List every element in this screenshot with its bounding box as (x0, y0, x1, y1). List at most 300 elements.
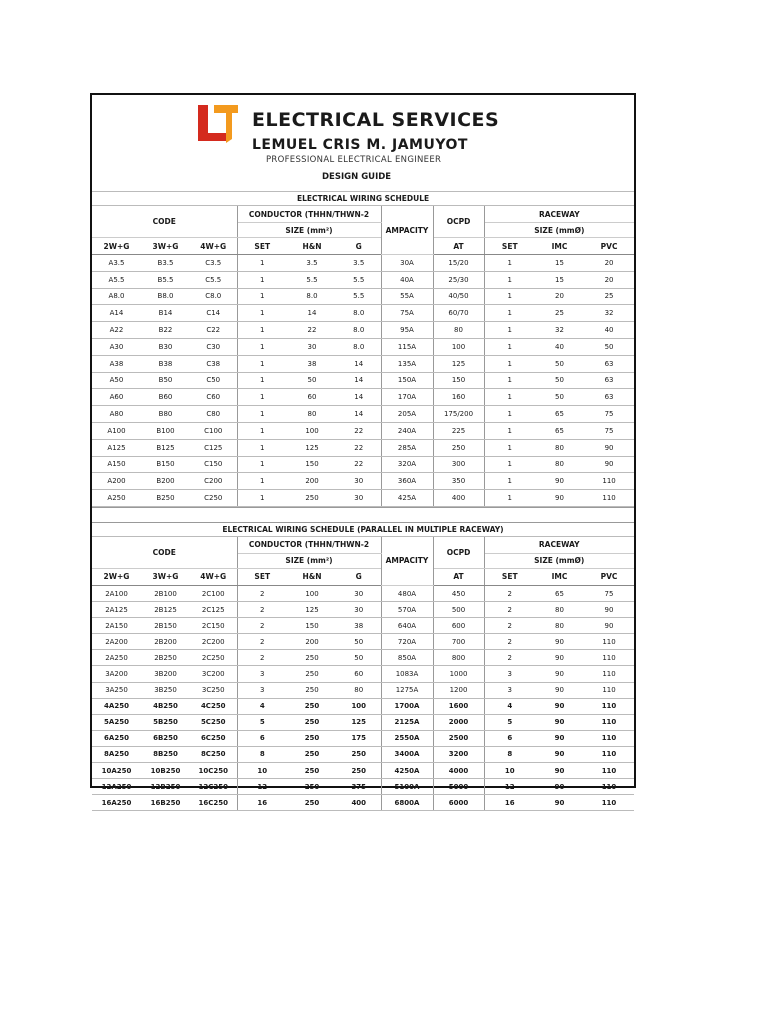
table-cell: 63 (584, 372, 634, 389)
table1-col-g: G (337, 238, 381, 255)
table-row (92, 602, 634, 618)
table-cell: 2 (237, 618, 287, 634)
table-cell: 40 (584, 322, 634, 339)
table-cell: 6A250 (92, 730, 141, 746)
table-cell: 700 (433, 634, 484, 650)
table2-caption: ELECTRICAL WIRING SCHEDULE (PARALLEL IN MULTIPLE RACEWAY) (92, 523, 634, 537)
table1-col-set: SET (237, 238, 287, 255)
table-cell: 1 (237, 439, 287, 456)
table-cell: 425A (381, 490, 433, 507)
table-cell: B60 (141, 389, 190, 406)
table-cell: B22 (141, 322, 190, 339)
table-cell: 110 (584, 682, 634, 698)
table-cell: 15 (535, 255, 584, 272)
table-cell: 3 (237, 682, 287, 698)
table-cell: 1 (484, 422, 535, 439)
table-cell: 175/200 (433, 406, 484, 423)
table-cell: 1 (484, 456, 535, 473)
table-cell: 40 (535, 338, 584, 355)
table-cell: 125 (433, 355, 484, 372)
table-cell: 110 (584, 473, 634, 490)
table-cell: 1 (484, 322, 535, 339)
table-cell: 80 (535, 456, 584, 473)
table2-col-3wg: 3W+G (141, 568, 190, 585)
table-cell: 400 (337, 795, 381, 811)
table-cell: 110 (584, 714, 634, 730)
table-cell: C38 (190, 355, 237, 372)
design-guide-sheet (90, 93, 636, 807)
table-cell: 1 (484, 439, 535, 456)
table-row (92, 714, 634, 730)
table-cell: 5B250 (141, 714, 190, 730)
table-cell: 8.0 (287, 288, 337, 305)
table-cell: B125 (141, 439, 190, 456)
table-row (92, 288, 634, 305)
table-cell: A100 (92, 422, 141, 439)
table-cell: 60 (337, 666, 381, 682)
table-cell: 110 (584, 666, 634, 682)
table-row (92, 779, 634, 795)
table-cell: 250 (287, 746, 337, 762)
table-cell: 20 (584, 271, 634, 288)
table-cell: 4C250 (190, 698, 237, 714)
table-cell: 1 (237, 372, 287, 389)
table-cell: 1 (484, 355, 535, 372)
table-cell: 2A250 (92, 650, 141, 666)
table-cell: A14 (92, 305, 141, 322)
table2-conductor-header: CONDUCTOR (THHN/THWN-2 (237, 536, 381, 553)
table-cell: 38 (337, 618, 381, 634)
table-cell: 720A (381, 634, 433, 650)
table-cell: 4 (484, 698, 535, 714)
table2-ocpd-header: OCPD (433, 536, 484, 568)
table2-col-hn: H&N (287, 568, 337, 585)
table-cell: A8.0 (92, 288, 141, 305)
table-cell: 2 (484, 602, 535, 618)
table-cell: 500 (433, 602, 484, 618)
table-cell: 30A (381, 255, 433, 272)
sheet-header (92, 95, 634, 192)
table-cell: 1 (484, 372, 535, 389)
table-cell: 115A (381, 338, 433, 355)
table-cell: 14 (337, 355, 381, 372)
table-cell: 6800A (381, 795, 433, 811)
table-cell: B100 (141, 422, 190, 439)
table-cell: 75 (584, 406, 634, 423)
table-cell: 2B200 (141, 634, 190, 650)
table-cell: 90 (535, 762, 584, 778)
table-cell: A60 (92, 389, 141, 406)
table-cell: 1 (484, 255, 535, 272)
table-cell: 250 (337, 762, 381, 778)
table-cell: 150A (381, 372, 433, 389)
table-cell: 50 (287, 372, 337, 389)
table-cell: 1 (237, 305, 287, 322)
table-cell: 22 (337, 422, 381, 439)
table-cell: 5.5 (337, 271, 381, 288)
table-cell: 5A250 (92, 714, 141, 730)
table-cell: 1 (237, 456, 287, 473)
table-cell: 32 (535, 322, 584, 339)
table-cell: 1700A (381, 698, 433, 714)
table-cell: 90 (584, 456, 634, 473)
table-cell: 1 (484, 389, 535, 406)
table-cell: 50 (535, 389, 584, 406)
table-cell: 320A (381, 456, 433, 473)
table-cell: C100 (190, 422, 237, 439)
table-cell: 2 (237, 602, 287, 618)
table-cell: 2000 (433, 714, 484, 730)
table-cell: 6C250 (190, 730, 237, 746)
table-cell: 12 (484, 779, 535, 795)
company-title: ELECTRICAL SERVICES (252, 109, 500, 131)
table-cell: 100 (433, 338, 484, 355)
table-row (92, 762, 634, 778)
table-cell: B5.5 (141, 271, 190, 288)
table-cell: A38 (92, 355, 141, 372)
table1-raceway-size-header: SIZE (mmØ) (484, 223, 634, 238)
table1-col-4wg: 4W+G (190, 238, 237, 255)
table-cell: 1 (484, 490, 535, 507)
table1-col-2wg: 2W+G (92, 238, 141, 255)
table-cell: A250 (92, 490, 141, 507)
table-cell: 1 (237, 322, 287, 339)
table-row (92, 795, 634, 811)
table-cell: 2B150 (141, 618, 190, 634)
table-cell: 90 (535, 714, 584, 730)
table-cell: 60/70 (433, 305, 484, 322)
table-cell: 400 (433, 490, 484, 507)
table-separator (92, 507, 634, 523)
table-cell: B14 (141, 305, 190, 322)
table-cell: 30 (337, 585, 381, 601)
table-cell: 8.0 (337, 322, 381, 339)
table1-col-at: AT (433, 238, 484, 255)
table-cell: 3A250 (92, 682, 141, 698)
table-cell: 250 (287, 650, 337, 666)
table-cell: 16C250 (190, 795, 237, 811)
table-cell: 2125A (381, 714, 433, 730)
table-cell: 25 (584, 288, 634, 305)
table-cell: 50 (337, 650, 381, 666)
table-cell: 250 (287, 730, 337, 746)
table-cell: 8.0 (337, 338, 381, 355)
table-cell: 95A (381, 322, 433, 339)
table-cell: 1 (484, 288, 535, 305)
table-row (92, 305, 634, 322)
table-cell: 1 (484, 473, 535, 490)
table-cell: 1 (237, 406, 287, 423)
table-cell: C125 (190, 439, 237, 456)
table-cell: 20 (584, 255, 634, 272)
table-cell: 30 (337, 602, 381, 618)
table-cell: 375 (337, 779, 381, 795)
table-cell: 20 (535, 288, 584, 305)
table-cell: 8C250 (190, 746, 237, 762)
table-cell: 200 (287, 634, 337, 650)
table-cell: C5.5 (190, 271, 237, 288)
table-cell: 10B250 (141, 762, 190, 778)
table2-code-header: CODE (92, 536, 237, 568)
table-cell: 5C250 (190, 714, 237, 730)
table-cell: 2 (484, 585, 535, 601)
table-row (92, 389, 634, 406)
table1-caption: ELECTRICAL WIRING SCHEDULE (92, 192, 634, 206)
table-cell: 250 (287, 714, 337, 730)
table-cell: 90 (535, 746, 584, 762)
table-cell: 600 (433, 618, 484, 634)
table-cell: 1 (484, 338, 535, 355)
table-cell: A150 (92, 456, 141, 473)
table-cell: 250 (287, 490, 337, 507)
table-cell: 1 (484, 305, 535, 322)
table-cell: 90 (535, 490, 584, 507)
table-cell: B200 (141, 473, 190, 490)
table-cell: 16 (484, 795, 535, 811)
table2-raceway-size-header: SIZE (mmØ) (484, 553, 634, 568)
table-cell: B50 (141, 372, 190, 389)
table-cell: C30 (190, 338, 237, 355)
table-cell: 12C250 (190, 779, 237, 795)
table-cell: 250 (287, 666, 337, 682)
table-cell: 1600 (433, 698, 484, 714)
table-cell: 110 (584, 634, 634, 650)
table-cell: 160 (433, 389, 484, 406)
table-cell: 480A (381, 585, 433, 601)
table-cell: 3B200 (141, 666, 190, 682)
table-cell: 22 (287, 322, 337, 339)
table-cell: C14 (190, 305, 237, 322)
table-cell: 1083A (381, 666, 433, 682)
table-cell: 2500 (433, 730, 484, 746)
table-cell: 4 (237, 698, 287, 714)
table-row (92, 698, 634, 714)
table-row (92, 338, 634, 355)
table-cell: 3.5 (287, 255, 337, 272)
table-cell: 40A (381, 271, 433, 288)
table-cell: 300 (433, 456, 484, 473)
table-cell: 1 (237, 389, 287, 406)
table-cell: 80 (433, 322, 484, 339)
table-cell: 360A (381, 473, 433, 490)
table-cell: 15 (535, 271, 584, 288)
table-cell: 1000 (433, 666, 484, 682)
table-cell: 55A (381, 288, 433, 305)
table-cell: 32 (584, 305, 634, 322)
table-cell: 250 (287, 779, 337, 795)
table-cell: 10C250 (190, 762, 237, 778)
table-cell: 175 (337, 730, 381, 746)
table-cell: 2C200 (190, 634, 237, 650)
table-cell: 1 (237, 288, 287, 305)
table-cell: 4B250 (141, 698, 190, 714)
table-cell: 15/20 (433, 255, 484, 272)
table-cell: C250 (190, 490, 237, 507)
document-title: DESIGN GUIDE (322, 172, 392, 182)
table-cell: 1 (237, 355, 287, 372)
table1-col-race-set: SET (484, 238, 535, 255)
table-cell: 1 (237, 255, 287, 272)
table-cell: A5.5 (92, 271, 141, 288)
table-cell: 8 (237, 746, 287, 762)
table-cell: 38 (287, 355, 337, 372)
table-cell: 2550A (381, 730, 433, 746)
table-row (92, 746, 634, 762)
engineer-profession: PROFESSIONAL ELECTRICAL ENGINEER (266, 155, 442, 165)
table-cell: 2 (484, 634, 535, 650)
table-cell: 30 (287, 338, 337, 355)
table-row (92, 322, 634, 339)
table-cell: 16A250 (92, 795, 141, 811)
table-cell: A50 (92, 372, 141, 389)
table-cell: 90 (535, 795, 584, 811)
table-cell: 110 (584, 490, 634, 507)
table2-col-at: AT (433, 568, 484, 585)
table1-col-hn: H&N (287, 238, 337, 255)
table-cell: 240A (381, 422, 433, 439)
table-cell: 150 (287, 456, 337, 473)
table-cell: 450 (433, 585, 484, 601)
table-cell: C50 (190, 372, 237, 389)
table-cell: B80 (141, 406, 190, 423)
table-cell: 14 (287, 305, 337, 322)
table-cell: 1 (237, 338, 287, 355)
table-cell: 22 (337, 439, 381, 456)
table-cell: 250 (287, 682, 337, 698)
table-cell: 25 (535, 305, 584, 322)
table-cell: 110 (584, 762, 634, 778)
table2-col-race-set: SET (484, 568, 535, 585)
table-row (92, 666, 634, 682)
table-cell: 30 (337, 473, 381, 490)
table2-col-4wg: 4W+G (190, 568, 237, 585)
table-cell: 6B250 (141, 730, 190, 746)
table-cell: 10A250 (92, 762, 141, 778)
table1-raceway-header: RACEWAY (484, 206, 634, 223)
table-cell: 2C250 (190, 650, 237, 666)
table-cell: 90 (584, 439, 634, 456)
table-cell: 10 (484, 762, 535, 778)
table-cell: A80 (92, 406, 141, 423)
table2-col-set: SET (237, 568, 287, 585)
table-cell: 350 (433, 473, 484, 490)
table-cell: 5.5 (287, 271, 337, 288)
table-cell: 110 (584, 795, 634, 811)
table-cell: A30 (92, 338, 141, 355)
table-cell: 50 (535, 372, 584, 389)
table-cell: 3200 (433, 746, 484, 762)
table1-ocpd-header: OCPD (433, 206, 484, 238)
table-cell: 1 (237, 473, 287, 490)
table-row (92, 650, 634, 666)
table-cell: 285A (381, 439, 433, 456)
table-cell: 6 (237, 730, 287, 746)
table-cell: 2B100 (141, 585, 190, 601)
table-cell: B8.0 (141, 288, 190, 305)
table-cell: 14 (337, 406, 381, 423)
table-cell: 8 (484, 746, 535, 762)
table-cell: 2B125 (141, 602, 190, 618)
table-cell: 3 (484, 682, 535, 698)
table-cell: 90 (535, 698, 584, 714)
table-cell: 4000 (433, 762, 484, 778)
wiring-schedule-table (92, 192, 634, 507)
table1-col-3wg: 3W+G (141, 238, 190, 255)
table-cell: 2 (237, 585, 287, 601)
table2-col-pvc: PVC (584, 568, 634, 585)
table-cell: 80 (337, 682, 381, 698)
table-cell: 6 (484, 730, 535, 746)
table-cell: 50 (535, 355, 584, 372)
table-cell: 12B250 (141, 779, 190, 795)
table-row (92, 271, 634, 288)
table-cell: 3C200 (190, 666, 237, 682)
table-cell: C200 (190, 473, 237, 490)
table-row (92, 585, 634, 601)
table-cell: 225 (433, 422, 484, 439)
table1-body (92, 255, 634, 507)
table-cell: 125 (287, 439, 337, 456)
table-cell: 30 (337, 490, 381, 507)
table-cell: 2 (237, 650, 287, 666)
table-cell: 16B250 (141, 795, 190, 811)
table-cell: 90 (535, 682, 584, 698)
table-cell: 150 (287, 618, 337, 634)
table-cell: 1 (484, 271, 535, 288)
table-cell: 570A (381, 602, 433, 618)
table-cell: 3.5 (337, 255, 381, 272)
table-cell: 80 (287, 406, 337, 423)
table-cell: 4A250 (92, 698, 141, 714)
table-cell: 2B250 (141, 650, 190, 666)
table-cell: 90 (535, 650, 584, 666)
table-row (92, 730, 634, 746)
table-cell: 8A250 (92, 746, 141, 762)
table-cell: 90 (584, 618, 634, 634)
table-cell: 800 (433, 650, 484, 666)
table-cell: 14 (337, 389, 381, 406)
table-cell: 150 (433, 372, 484, 389)
table-cell: 1 (237, 271, 287, 288)
table-cell: 110 (584, 650, 634, 666)
table-cell: 1 (237, 422, 287, 439)
table-row (92, 255, 634, 272)
table-cell: 2C100 (190, 585, 237, 601)
table-cell: 75 (584, 422, 634, 439)
table-cell: 65 (535, 406, 584, 423)
table2-size-header: SIZE (mm²) (237, 553, 381, 568)
table-cell: 250 (433, 439, 484, 456)
table-cell: 100 (337, 698, 381, 714)
table-cell: 90 (584, 602, 634, 618)
table-cell: 8.0 (337, 305, 381, 322)
parallel-wiring-schedule-table (92, 523, 634, 811)
table-cell: 90 (535, 666, 584, 682)
table-cell: 200 (287, 473, 337, 490)
table-cell: 1 (237, 490, 287, 507)
table-cell: 90 (535, 730, 584, 746)
table-cell: 80 (535, 618, 584, 634)
table-cell: 100 (287, 585, 337, 601)
table2-ampacity-header: AMPACITY (381, 536, 433, 585)
table-cell: 3 (237, 666, 287, 682)
table-cell: 1275A (381, 682, 433, 698)
table-cell: C150 (190, 456, 237, 473)
table-row (92, 406, 634, 423)
table-cell: 50 (584, 338, 634, 355)
table1-ampacity-header: AMPACITY (381, 206, 433, 255)
table-cell: 1 (484, 406, 535, 423)
